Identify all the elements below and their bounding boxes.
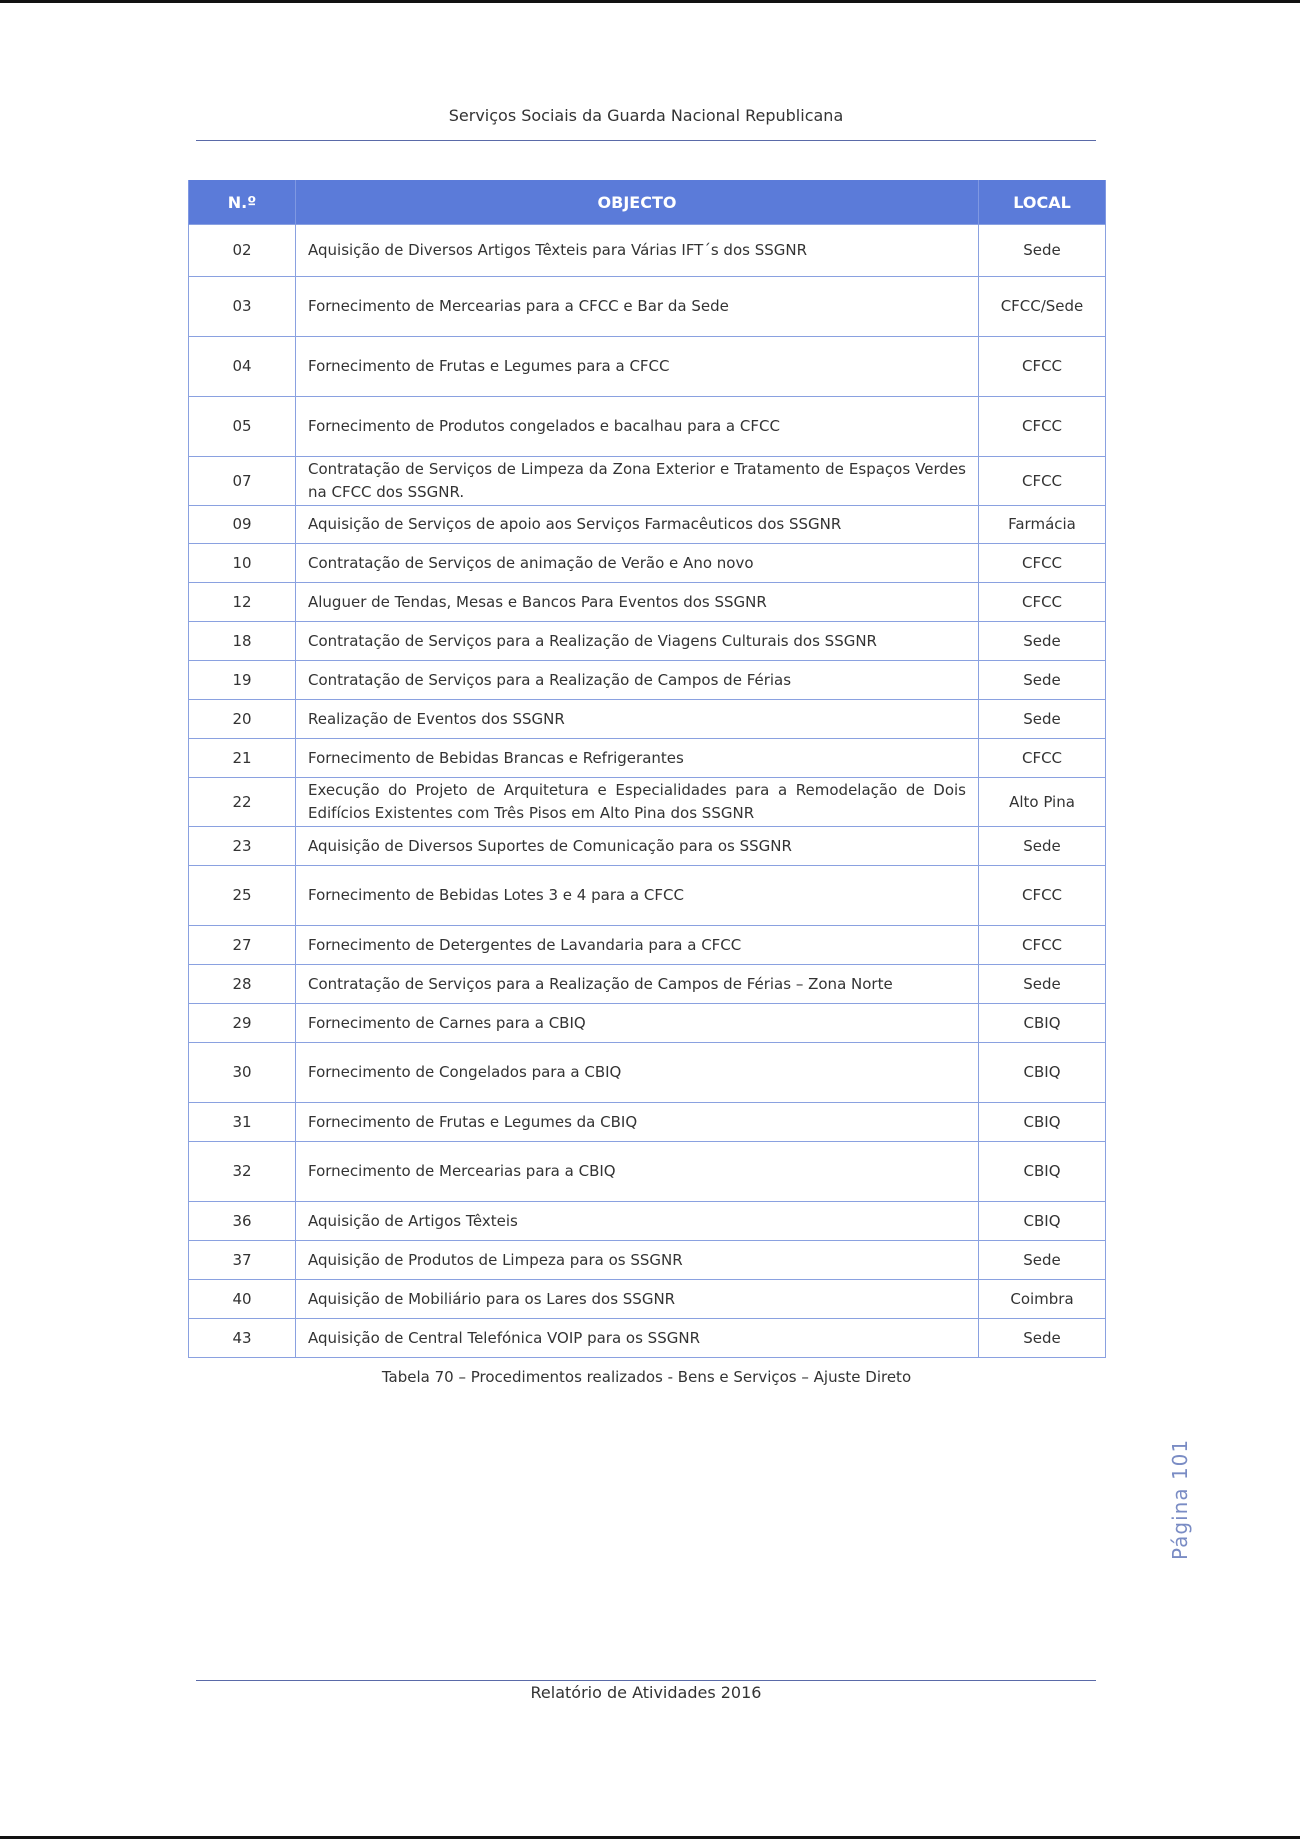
row-number: 32 <box>189 1142 296 1202</box>
table-row <box>189 457 1106 506</box>
row-number: 22 <box>189 778 296 827</box>
table-row <box>189 1142 1106 1202</box>
row-object: Aquisição de Diversos Suportes de Comunicação para os SSGNR <box>296 827 979 866</box>
row-object: Fornecimento de Mercearias para a CBIQ <box>296 1142 979 1202</box>
row-local: CFCC <box>979 544 1106 583</box>
row-local: CFCC <box>979 583 1106 622</box>
column-header-number: N.º <box>189 180 296 225</box>
row-local: Sede <box>979 827 1106 866</box>
row-object: Realização de Eventos dos SSGNR <box>296 700 979 739</box>
table-row <box>189 225 1106 277</box>
column-header-object: OBJECTO <box>296 180 979 225</box>
row-local: CFCC <box>979 337 1106 397</box>
row-number: 29 <box>189 1004 296 1043</box>
row-local: CFCC <box>979 866 1106 926</box>
table-header-row <box>189 180 1106 225</box>
row-local: CBIQ <box>979 1142 1106 1202</box>
row-number: 05 <box>189 397 296 457</box>
row-local: Sede <box>979 661 1106 700</box>
row-local: Sede <box>979 965 1106 1004</box>
table-row <box>189 1241 1106 1280</box>
footer-divider <box>196 1680 1096 1681</box>
row-object: Fornecimento de Bebidas Brancas e Refrigerantes <box>296 739 979 778</box>
row-local: CBIQ <box>979 1103 1106 1142</box>
row-local: CFCC <box>979 397 1106 457</box>
row-number: 09 <box>189 506 296 544</box>
row-object: Contratação de Serviços de Limpeza da Zona Exterior e Tratamento de Espaços Verdes na CFCC dos SSGNR. <box>296 457 979 506</box>
row-number: 18 <box>189 622 296 661</box>
row-local: CFCC <box>979 926 1106 965</box>
row-number: 19 <box>189 661 296 700</box>
table-row <box>189 622 1106 661</box>
row-number: 07 <box>189 457 296 506</box>
row-object: Fornecimento de Mercearias para a CFCC e Bar da Sede <box>296 277 979 337</box>
row-object: Execução do Projeto de Arquitetura e Especialidades para a Remodelação de Dois Edifícios Existentes com Três Pisos em Alto Pina dos SSGNR <box>296 778 979 827</box>
row-local: Coimbra <box>979 1280 1106 1319</box>
page-top-edge <box>0 0 1300 3</box>
row-object: Fornecimento de Bebidas Lotes 3 e 4 para a CFCC <box>296 866 979 926</box>
row-local: CBIQ <box>979 1202 1106 1241</box>
row-local: CFCC <box>979 739 1106 778</box>
row-number: 12 <box>189 583 296 622</box>
table-row <box>189 700 1106 739</box>
column-header-local: LOCAL <box>979 180 1106 225</box>
row-number: 04 <box>189 337 296 397</box>
table-row <box>189 827 1106 866</box>
row-local: Sede <box>979 700 1106 739</box>
table-row <box>189 1004 1106 1043</box>
document-header-title: Serviços Sociais da Guarda Nacional Republicana <box>448 106 844 125</box>
row-object: Aquisição de Central Telefónica VOIP para os SSGNR <box>296 1319 979 1358</box>
row-number: 10 <box>189 544 296 583</box>
row-number: 43 <box>189 1319 296 1358</box>
row-object: Fornecimento de Carnes para a CBIQ <box>296 1004 979 1043</box>
table-row <box>189 1280 1106 1319</box>
row-local: Sede <box>979 1319 1106 1358</box>
row-local: CBIQ <box>979 1043 1106 1103</box>
row-object: Fornecimento de Detergentes de Lavandaria para a CFCC <box>296 926 979 965</box>
row-number: 27 <box>189 926 296 965</box>
page-number-label: Página 101 <box>1168 1438 1192 1560</box>
row-number: 20 <box>189 700 296 739</box>
row-object: Contratação de Serviços para a Realização de Campos de Férias – Zona Norte <box>296 965 979 1004</box>
row-local: CBIQ <box>979 1004 1106 1043</box>
row-object: Fornecimento de Congelados para a CBIQ <box>296 1043 979 1103</box>
row-local: Sede <box>979 622 1106 661</box>
row-number: 03 <box>189 277 296 337</box>
procedures-table <box>188 180 1106 1358</box>
row-object: Aquisição de Serviços de apoio aos Serviços Farmacêuticos dos SSGNR <box>296 506 979 544</box>
row-number: 36 <box>189 1202 296 1241</box>
table-row <box>189 583 1106 622</box>
row-number: 40 <box>189 1280 296 1319</box>
row-local: Farmácia <box>979 506 1106 544</box>
row-number: 28 <box>189 965 296 1004</box>
row-local: CFCC/Sede <box>979 277 1106 337</box>
row-object: Contratação de Serviços de animação de Verão e Ano novo <box>296 544 979 583</box>
row-local: CFCC <box>979 457 1106 506</box>
row-number: 21 <box>189 739 296 778</box>
table-row <box>189 1319 1106 1358</box>
table-row <box>189 544 1106 583</box>
row-object: Aquisição de Diversos Artigos Têxteis para Várias IFT´s dos SSGNR <box>296 225 979 277</box>
table-row <box>189 739 1106 778</box>
table-row <box>189 1043 1106 1103</box>
table-row <box>189 277 1106 337</box>
table-row <box>189 661 1106 700</box>
row-number: 31 <box>189 1103 296 1142</box>
row-number: 02 <box>189 225 296 277</box>
table-row <box>189 778 1106 827</box>
header-divider <box>196 140 1096 141</box>
row-object: Aquisição de Artigos Têxteis <box>296 1202 979 1241</box>
row-local: Alto Pina <box>979 778 1106 827</box>
row-number: 23 <box>189 827 296 866</box>
row-object: Fornecimento de Produtos congelados e bacalhau para a CFCC <box>296 397 979 457</box>
table-row <box>189 866 1106 926</box>
table-row <box>189 506 1106 544</box>
row-number: 30 <box>189 1043 296 1103</box>
row-local: Sede <box>979 225 1106 277</box>
row-local: Sede <box>979 1241 1106 1280</box>
table-row <box>189 1202 1106 1241</box>
row-number: 25 <box>189 866 296 926</box>
document-footer-title: Relatório de Atividades 2016 <box>530 1683 762 1702</box>
row-object: Aluguer de Tendas, Mesas e Bancos Para Eventos dos SSGNR <box>296 583 979 622</box>
table-row <box>189 926 1106 965</box>
row-object: Aquisição de Mobiliário para os Lares dos SSGNR <box>296 1280 979 1319</box>
table-row <box>189 337 1106 397</box>
table-caption: Tabela 70 – Procedimentos realizados - Bens e Serviços – Ajuste Direto <box>381 1368 912 1386</box>
table-row <box>189 965 1106 1004</box>
row-object: Aquisição de Produtos de Limpeza para os SSGNR <box>296 1241 979 1280</box>
row-number: 37 <box>189 1241 296 1280</box>
row-object: Contratação de Serviços para a Realização de Campos de Férias <box>296 661 979 700</box>
row-object: Fornecimento de Frutas e Legumes para a CFCC <box>296 337 979 397</box>
table-row <box>189 397 1106 457</box>
table-row <box>189 1103 1106 1142</box>
row-object: Fornecimento de Frutas e Legumes da CBIQ <box>296 1103 979 1142</box>
row-object: Contratação de Serviços para a Realização de Viagens Culturais dos SSGNR <box>296 622 979 661</box>
